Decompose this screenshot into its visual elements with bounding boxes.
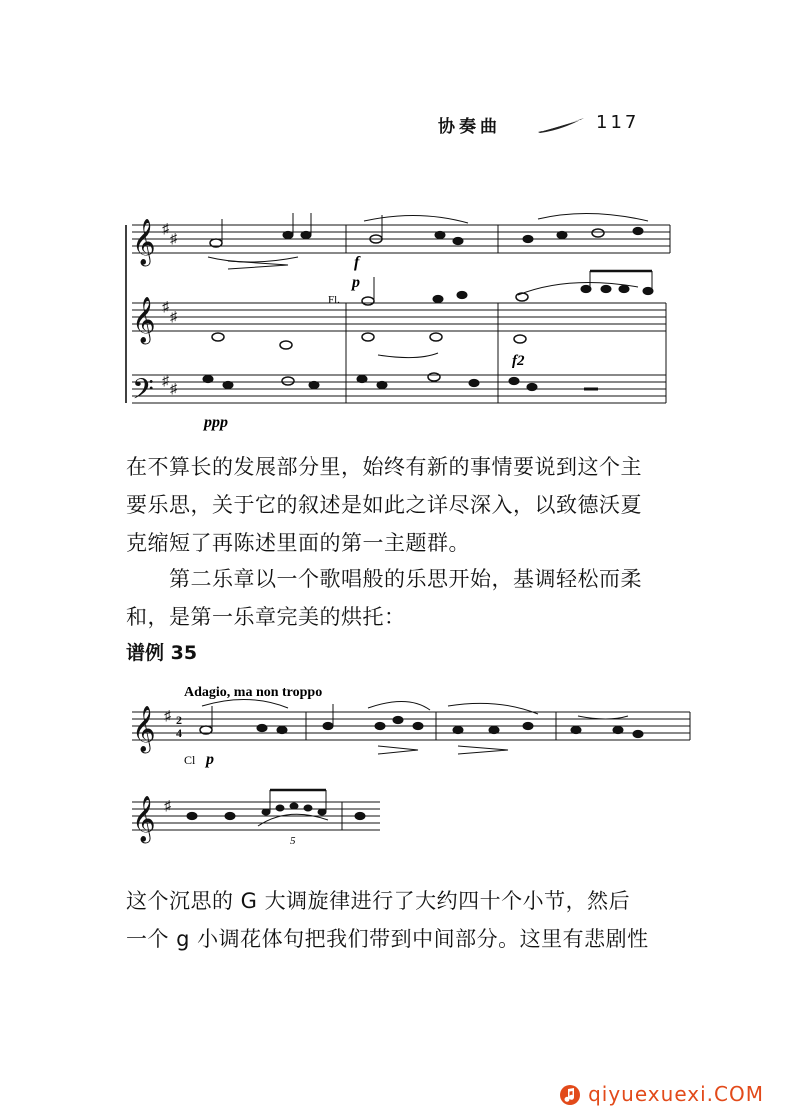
watermark [559,1082,764,1107]
svg-text:♯: ♯ [162,222,169,237]
svg-text:♯: ♯ [164,799,171,814]
paragraph-1 [126,448,686,562]
score-excerpt-2 [118,680,698,855]
paragraph-line: 这个沉思的 G 大调旋律进行了大约四十个小节，然后 [126,889,631,913]
dynamic-f2: f2 [512,353,525,369]
svg-text:𝄞: 𝄞 [132,297,156,342]
header-ornament [536,116,586,134]
score-excerpt-1 [118,205,678,440]
svg-text:𝄞: 𝄞 [132,796,156,841]
dynamic-p: p [352,274,360,291]
paragraph-line: 要乐思，关于它的叙述是如此之详尽深入，以致德沃夏 [126,493,642,517]
svg-text:♯: ♯ [170,232,177,247]
paragraph-line: 第二乐章以一个歌唱般的乐思开始，基调轻松而柔 [126,567,642,591]
instrument-label-cl: Cl [184,753,196,767]
paragraph-3 [126,882,686,958]
svg-text:4: 4 [176,726,182,740]
svg-text:𝄞: 𝄞 [132,706,156,751]
example-label: 谱例 35 [126,642,198,664]
instrument-label-fl: Fl. [328,294,340,306]
svg-text:♯: ♯ [162,374,169,389]
watermark-text: qiyuexuexi.COM [588,1081,764,1106]
tempo-marking: Adagio, ma non troppo [184,685,323,700]
svg-text:♯: ♯ [164,709,171,724]
page-number: 117 [596,112,640,133]
paragraph-line: 在不算长的发展部分里，始终有新的事情要说到这个主 [126,455,642,479]
svg-text:♯: ♯ [162,300,169,315]
paragraph-line: 克缩短了再陈述里面的第一主题群。 [126,531,470,555]
tuplet-number: 5 [290,835,296,847]
svg-text:♯: ♯ [170,310,177,325]
dynamic-f: f [354,254,360,271]
svg-text:𝄞: 𝄞 [132,219,156,264]
dynamic-p: p [206,751,214,768]
paragraph-2 [126,560,686,636]
music-note-logo-icon [559,1084,581,1106]
svg-text:♯: ♯ [170,382,177,397]
running-header-title: 协奏曲 [438,117,501,137]
dynamic-ppp: ppp [204,414,228,431]
svg-text:𝄢: 𝄢 [132,375,154,412]
paragraph-line: 和，是第一乐章完美的烘托： [126,605,406,629]
paragraph-line: 一个 g 小调花体句把我们带到中间部分。这里有悲剧性 [126,927,649,951]
svg-text:2: 2 [176,713,182,727]
